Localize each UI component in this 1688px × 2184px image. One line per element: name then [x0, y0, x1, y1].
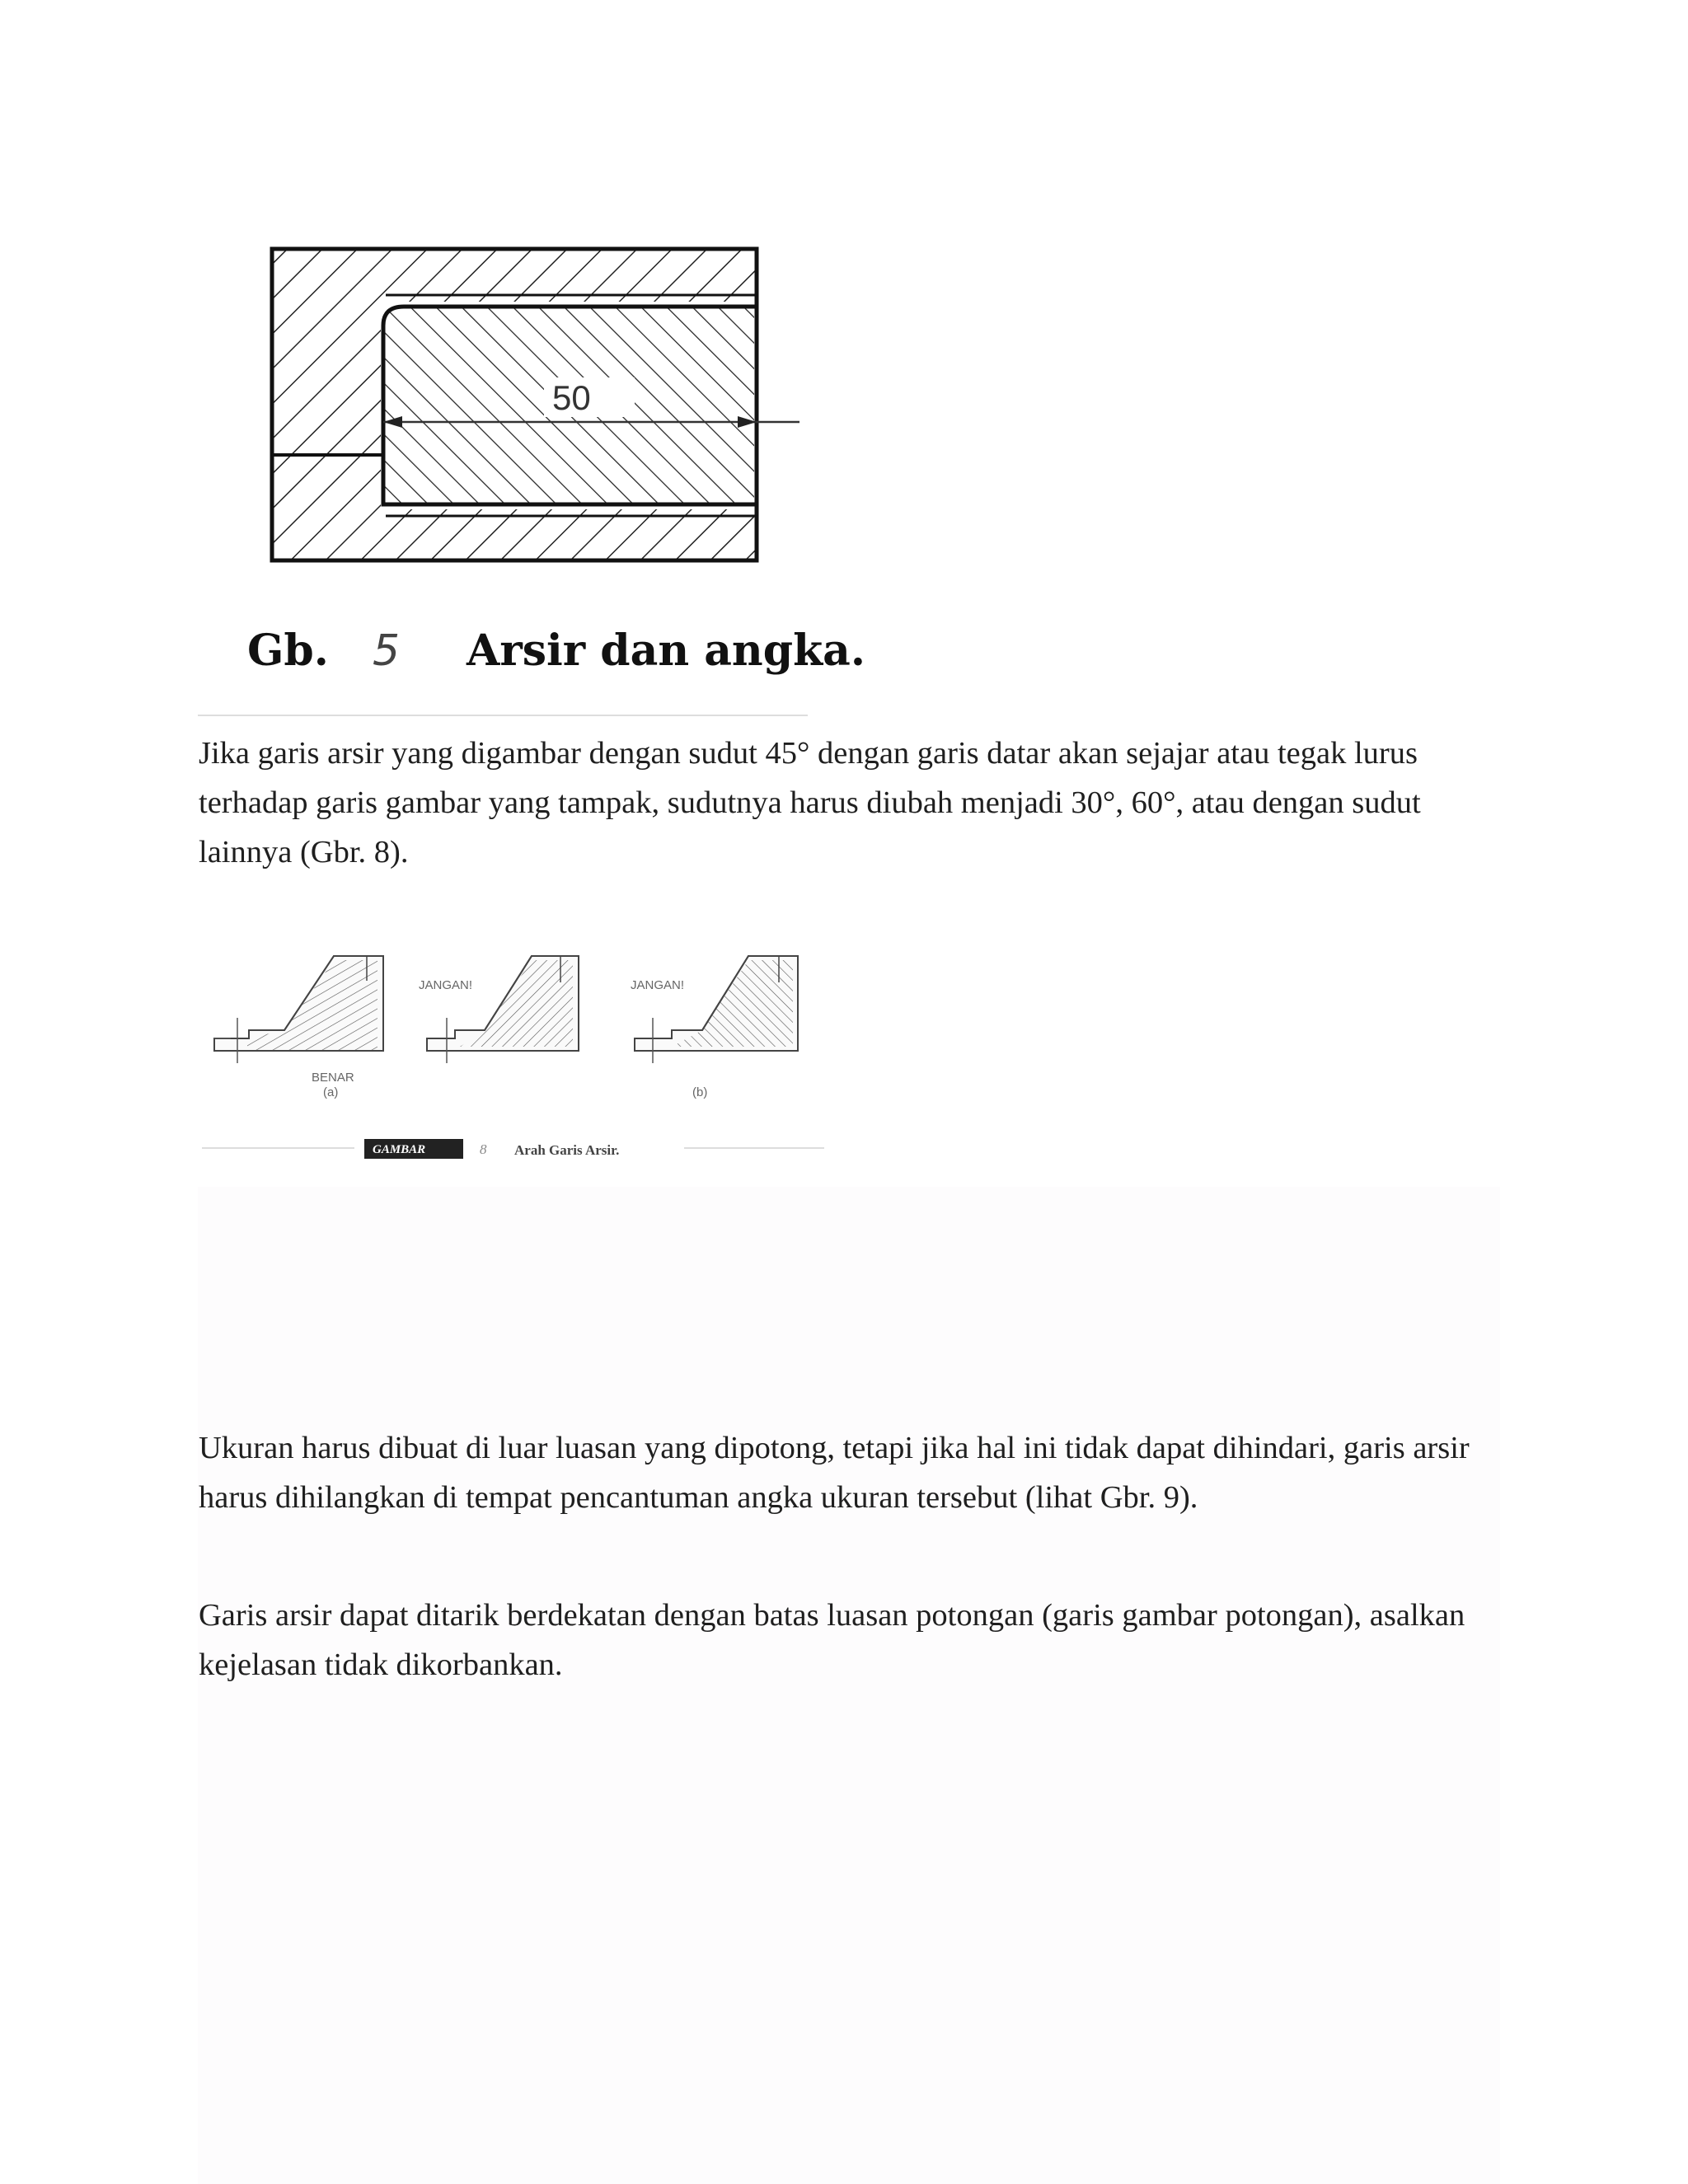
part-wrong-2 [631, 956, 798, 1099]
paragraph-hatch-proximity: Garis arsir dapat ditarik berdekatan dengan batas luasan potongan (garis gambar potongan), asalkan kejelasan tidak dikorbankan. [199, 1598, 1465, 1682]
figure-hatch-direction-drawing [198, 931, 832, 1179]
figure1-caption-prefix: Gb. [247, 626, 329, 676]
figure1-caption-text: Arsir dan angka. [467, 626, 865, 676]
part-correct [214, 956, 383, 1099]
label-wrong-sub: (b) [692, 1085, 708, 1099]
figure2-caption-number: 8 [480, 1141, 487, 1157]
figure-hatch-direction [198, 931, 832, 1179]
paragraph-hatch-angle: Jika garis arsir yang digambar dengan sudut 45° dengan garis datar akan sejajar atau tegak lurus terhadap garis gambar yang tampak, sudutnya harus diubah menjadi 30°, 60°, atau dengan sudut lainnya (Gbr. 8). [199, 736, 1421, 869]
figure2-caption-box-text: GAMBAR [373, 1143, 426, 1156]
part-wrong-1 [419, 956, 579, 1063]
label-wrong-1: JANGAN! [419, 978, 473, 992]
label-correct-sub: (a) [323, 1085, 339, 1099]
figure-hatching-drawing [198, 198, 865, 725]
figure2-caption-text: Arah Garis Arsir. [514, 1142, 620, 1158]
paragraph-dimension-placement: Ukuran harus dibuat di luar luasan yang dipotong, tetapi jika hal ini tidak dapat dihindari, garis arsir harus dihilangkan di tempat pencantuman angka ukuran tersebut (lihat Gbr. 9). [199, 1431, 1470, 1515]
figure1-caption-number: 5 [373, 626, 401, 676]
label-correct: BENAR [312, 1071, 354, 1085]
figure-hatching-and-dimension [198, 198, 865, 725]
label-wrong-2: JANGAN! [631, 978, 685, 992]
dimension-label: 50 [552, 378, 591, 417]
